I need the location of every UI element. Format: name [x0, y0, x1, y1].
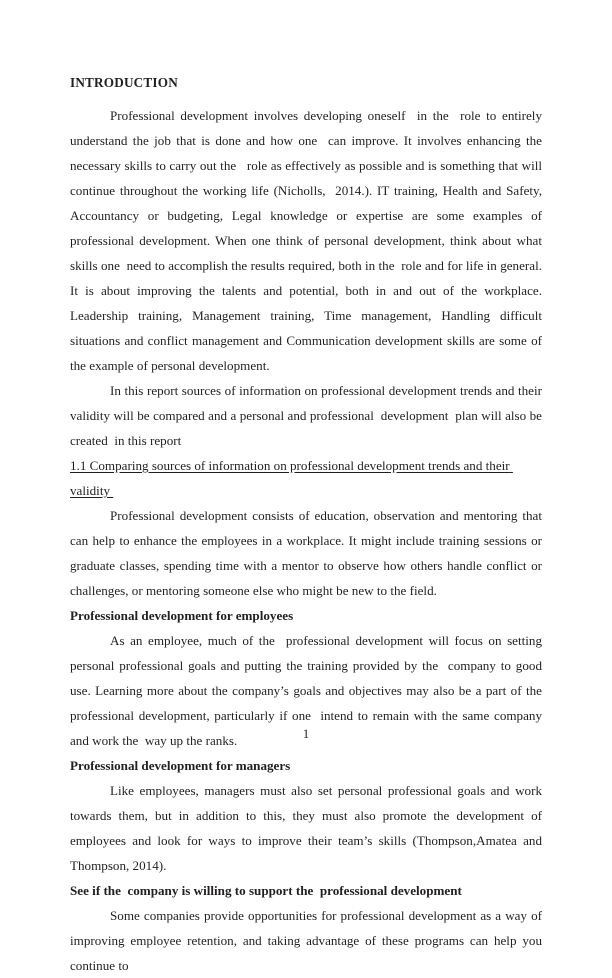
- heading-company-support: See if the company is willing to support the professional development: [70, 883, 462, 898]
- paragraph-introduction-2: In this report sources of information on professional development trends and their validity will be compared and a personal and professional development plan will also be created in this report: [70, 383, 546, 448]
- page-title: INTRODUCTION: [70, 75, 178, 90]
- paragraph-professional-development-employees: As an employee, much of the professional development will focus on setting personal professional goals and putting the training provided by the company to good use. Learning more about the company’s goals and objectives may also be a part of the professional development, particularly if one intend to remain with the same company and work the way up the ranks.: [70, 633, 546, 748]
- heading-professional-development-managers: Professional development for managers: [70, 758, 291, 773]
- heading-professional-development-employees: Professional development for employees: [70, 608, 294, 623]
- heading-section-1-1: 1.1 Comparing sources of information on professional development trends and their validity: [70, 458, 513, 498]
- page-number-footer: 1: [302, 727, 310, 741]
- document-body: [70, 70, 546, 978]
- paragraph-introduction-1: Professional development involves developing oneself in the role to entirely understand the job that is done and how one can improve. It involves enhancing the necessary skills to carry out the role as effectively as possible and is something that will continue throughout the working life (Nicholls, 2014.). IT training, Health and Safety, Accountancy or budgeting, Legal knowledge or expertise are some examples of professional development. When one think of personal development, think about what skills one need to accomplish the results required, both in the role and for life in general. It is about improving the talents and potential, both in and out of the workplace. Leadership training, Management training, Time management, Handling difficult situations and conflict management and Communication development skills are some of the example of personal development.: [70, 108, 546, 373]
- paragraph-company-support: Some companies provide opportunities for professional development as a way of improving employee retention, and taking advantage of these programs can help you continue to: [70, 908, 546, 973]
- paragraph-professional-development-managers: Like employees, managers must also set personal professional goals and work towards them, but in addition to this, they must also promote the development of employees and look for ways to improve their team’s skills (Thompson,Amatea and Thompson, 2014).: [70, 783, 546, 873]
- paragraph-section-1-1: Professional development consists of education, observation and mentoring that can help to enhance the employees in a workplace. It might include training sessions or graduate classes, spending time with a mentor to observe how others handle conflict or challenges, or mentoring someone else who might be new to the field.: [70, 508, 546, 598]
